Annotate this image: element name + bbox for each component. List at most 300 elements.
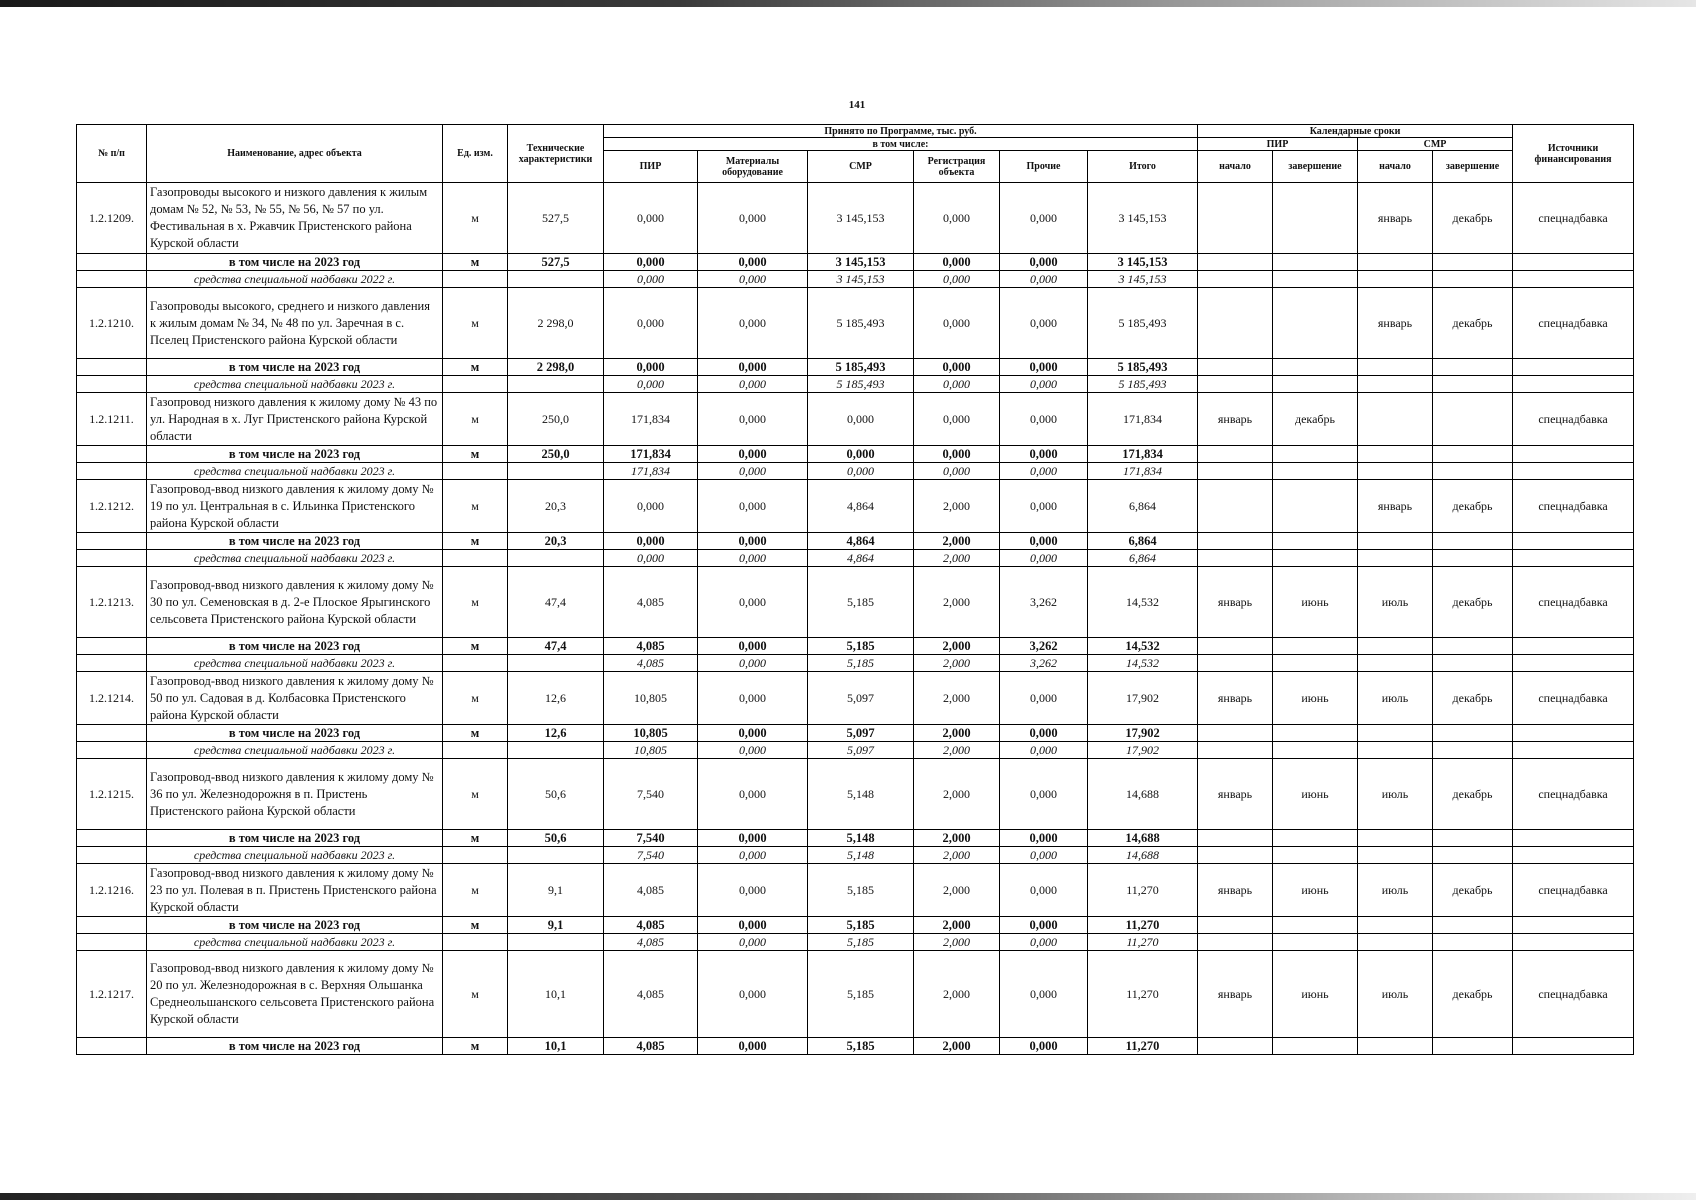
funding-source-value: 0,000 xyxy=(914,376,1000,393)
cell-source: спецнадбавка xyxy=(1513,759,1634,830)
subtotal-label: в том числе на 2023 год xyxy=(147,254,443,271)
empty-cell xyxy=(77,725,147,742)
cell-smr: 5,185 xyxy=(808,567,914,638)
empty-cell xyxy=(1433,917,1513,934)
header-pir-end: завершение xyxy=(1273,151,1358,183)
table-row xyxy=(77,183,1634,254)
subtotal-value: 0,000 xyxy=(604,359,698,376)
object-name: Газопроводы высокого, среднего и низкого давления к жилым домам № 34, № 48 по ул. Заречная в с. Пселец Пристенского района Курской области xyxy=(147,288,443,359)
header-smr-end: завершение xyxy=(1433,151,1513,183)
funding-source-label: средства специальной надбавки 2022 г. xyxy=(147,271,443,288)
row-number: 1.2.1214. xyxy=(77,672,147,725)
subtotal-value: 171,834 xyxy=(604,446,698,463)
cell-pir: 0,000 xyxy=(604,288,698,359)
subtotal-row xyxy=(77,359,1634,376)
empty-cell xyxy=(1513,917,1634,934)
table-row xyxy=(77,567,1634,638)
cell-smr-start: июль xyxy=(1358,567,1433,638)
empty-cell xyxy=(1433,638,1513,655)
funding-source-value: 0,000 xyxy=(604,271,698,288)
cell-smr: 5 185,493 xyxy=(808,288,914,359)
subtotal-unit: м xyxy=(443,830,508,847)
empty-cell xyxy=(1273,934,1358,951)
subtotal-value: 0,000 xyxy=(1000,254,1088,271)
empty-cell xyxy=(77,742,147,759)
cell-reg: 0,000 xyxy=(914,393,1000,446)
header-no: № п/п xyxy=(77,125,147,183)
cell-mat: 0,000 xyxy=(698,480,808,533)
funding-source-value: 0,000 xyxy=(698,655,808,672)
header-total: Итого xyxy=(1088,151,1198,183)
empty-cell xyxy=(1273,359,1358,376)
empty-cell xyxy=(1198,847,1273,864)
subtotal-label: в том числе на 2023 год xyxy=(147,638,443,655)
empty-cell xyxy=(1433,271,1513,288)
cell-other: 0,000 xyxy=(1000,759,1088,830)
header-unit: Ед. изм. xyxy=(443,125,508,183)
header-smr: СМР xyxy=(808,151,914,183)
empty-cell xyxy=(1433,463,1513,480)
subtotal-value: 2,000 xyxy=(914,638,1000,655)
tech-cell: 250,0 xyxy=(508,393,604,446)
funding-source-row xyxy=(77,376,1634,393)
funding-source-value: 11,270 xyxy=(1088,934,1198,951)
subtotal-tech: 2 298,0 xyxy=(508,359,604,376)
cell-total: 14,532 xyxy=(1088,567,1198,638)
subtotal-value: 0,000 xyxy=(698,446,808,463)
empty-cell xyxy=(1198,446,1273,463)
funding-source-value: 4,864 xyxy=(808,550,914,567)
table-header xyxy=(77,125,1634,183)
subtotal-label: в том числе на 2023 год xyxy=(147,917,443,934)
cell-pir-end: декабрь xyxy=(1273,393,1358,446)
cell-other: 0,000 xyxy=(1000,480,1088,533)
subtotal-value: 3,262 xyxy=(1000,638,1088,655)
subtotal-value: 0,000 xyxy=(1000,725,1088,742)
funding-source-label: средства специальной надбавки 2023 г. xyxy=(147,847,443,864)
subtotal-value: 0,000 xyxy=(808,446,914,463)
cell-smr: 4,864 xyxy=(808,480,914,533)
subtotal-value: 5 185,493 xyxy=(808,359,914,376)
cell-source: спецнадбавка xyxy=(1513,288,1634,359)
empty-cell xyxy=(1433,254,1513,271)
subtotal-unit: м xyxy=(443,638,508,655)
cell-other: 0,000 xyxy=(1000,288,1088,359)
empty-cell xyxy=(443,550,508,567)
empty-cell xyxy=(1273,463,1358,480)
cell-other: 0,000 xyxy=(1000,393,1088,446)
cell-smr-start: июль xyxy=(1358,951,1433,1038)
empty-cell xyxy=(1433,934,1513,951)
subtotal-value: 171,834 xyxy=(1088,446,1198,463)
funding-source-row xyxy=(77,655,1634,672)
empty-cell xyxy=(77,847,147,864)
cell-reg: 0,000 xyxy=(914,183,1000,254)
subtotal-value: 4,085 xyxy=(604,917,698,934)
table-row xyxy=(77,393,1634,446)
unit-cell: м xyxy=(443,480,508,533)
header-accepted: Принято по Программе, тыс. руб. xyxy=(604,125,1198,138)
subtotal-value: 5,097 xyxy=(808,725,914,742)
tech-cell: 10,1 xyxy=(508,951,604,1038)
funding-source-value: 5 185,493 xyxy=(1088,376,1198,393)
empty-cell xyxy=(1358,934,1433,951)
empty-cell xyxy=(77,359,147,376)
subtotal-value: 0,000 xyxy=(698,725,808,742)
cell-smr-start xyxy=(1358,393,1433,446)
empty-cell xyxy=(443,271,508,288)
empty-cell xyxy=(1358,742,1433,759)
subtotal-value: 0,000 xyxy=(698,638,808,655)
cell-total: 5 185,493 xyxy=(1088,288,1198,359)
cell-other: 0,000 xyxy=(1000,672,1088,725)
funding-source-label: средства специальной надбавки 2023 г. xyxy=(147,376,443,393)
empty-cell xyxy=(77,463,147,480)
funding-source-label: средства специальной надбавки 2023 г. xyxy=(147,742,443,759)
subtotal-value: 0,000 xyxy=(914,446,1000,463)
empty-cell xyxy=(1358,446,1433,463)
cell-smr-start: январь xyxy=(1358,183,1433,254)
cell-reg: 2,000 xyxy=(914,951,1000,1038)
funding-source-value: 0,000 xyxy=(698,934,808,951)
header-cal-smr: СМР xyxy=(1358,138,1513,151)
empty-cell xyxy=(1358,830,1433,847)
cell-pir: 0,000 xyxy=(604,480,698,533)
subtotal-value: 0,000 xyxy=(1000,446,1088,463)
subtotal-tech: 10,1 xyxy=(508,1038,604,1055)
empty-cell xyxy=(1273,446,1358,463)
funding-source-value: 171,834 xyxy=(604,463,698,480)
empty-cell xyxy=(1433,359,1513,376)
cell-reg: 2,000 xyxy=(914,480,1000,533)
header-materials: Материалы оборудование xyxy=(698,151,808,183)
empty-cell xyxy=(443,376,508,393)
subtotal-value: 2,000 xyxy=(914,1038,1000,1055)
scan-edge-top xyxy=(0,0,1696,7)
object-name: Газопровод-ввод низкого давления к жилому дому № 50 по ул. Садовая в д. Колбасовка Пристенского района Курской области xyxy=(147,672,443,725)
header-calendar: Календарные сроки xyxy=(1198,125,1513,138)
empty-cell xyxy=(1198,254,1273,271)
empty-cell xyxy=(1273,655,1358,672)
cell-smr: 5,148 xyxy=(808,759,914,830)
cell-smr-end: декабрь xyxy=(1433,567,1513,638)
empty-cell xyxy=(1358,271,1433,288)
subtotal-tech: 250,0 xyxy=(508,446,604,463)
empty-cell xyxy=(1198,830,1273,847)
subtotal-value: 5 185,493 xyxy=(1088,359,1198,376)
cell-reg: 2,000 xyxy=(914,567,1000,638)
empty-cell xyxy=(1433,550,1513,567)
subtotal-unit: м xyxy=(443,254,508,271)
empty-cell xyxy=(1513,254,1634,271)
funding-source-value: 0,000 xyxy=(1000,463,1088,480)
subtotal-label: в том числе на 2023 год xyxy=(147,1038,443,1055)
empty-cell xyxy=(77,934,147,951)
empty-cell xyxy=(443,463,508,480)
table-row xyxy=(77,288,1634,359)
empty-cell xyxy=(1433,376,1513,393)
empty-cell xyxy=(1513,725,1634,742)
cell-pir-start xyxy=(1198,480,1273,533)
empty-cell xyxy=(1198,1038,1273,1055)
subtotal-value: 17,902 xyxy=(1088,725,1198,742)
funding-source-value: 3 145,153 xyxy=(1088,271,1198,288)
cell-mat: 0,000 xyxy=(698,951,808,1038)
subtotal-label: в том числе на 2023 год xyxy=(147,446,443,463)
subtotal-row xyxy=(77,1038,1634,1055)
funding-source-value: 3 145,153 xyxy=(808,271,914,288)
cell-smr-end: декабрь xyxy=(1433,951,1513,1038)
subtotal-row xyxy=(77,917,1634,934)
cell-smr-start: январь xyxy=(1358,288,1433,359)
empty-cell xyxy=(1273,830,1358,847)
funding-source-value: 2,000 xyxy=(914,655,1000,672)
empty-cell xyxy=(1198,376,1273,393)
subtotal-value: 0,000 xyxy=(1000,1038,1088,1055)
subtotal-value: 2,000 xyxy=(914,917,1000,934)
funding-source-row xyxy=(77,271,1634,288)
empty-cell xyxy=(508,376,604,393)
row-number: 1.2.1216. xyxy=(77,864,147,917)
subtotal-tech: 527,5 xyxy=(508,254,604,271)
subtotal-value: 3 145,153 xyxy=(808,254,914,271)
cell-source: спецнадбавка xyxy=(1513,393,1634,446)
empty-cell xyxy=(1273,638,1358,655)
cell-smr-end xyxy=(1433,393,1513,446)
subtotal-value: 5,185 xyxy=(808,1038,914,1055)
empty-cell xyxy=(1433,655,1513,672)
funding-source-value: 2,000 xyxy=(914,934,1000,951)
subtotal-value: 6,864 xyxy=(1088,533,1198,550)
tech-cell: 527,5 xyxy=(508,183,604,254)
funding-source-value: 0,000 xyxy=(914,463,1000,480)
tech-cell: 2 298,0 xyxy=(508,288,604,359)
cell-source: спецнадбавка xyxy=(1513,480,1634,533)
empty-cell xyxy=(1358,359,1433,376)
header-tech: Технические характеристики xyxy=(508,125,604,183)
empty-cell xyxy=(1198,550,1273,567)
funding-source-value: 5,185 xyxy=(808,934,914,951)
subtotal-value: 3 145,153 xyxy=(1088,254,1198,271)
table-row xyxy=(77,480,1634,533)
empty-cell xyxy=(1358,463,1433,480)
subtotal-label: в том числе на 2023 год xyxy=(147,830,443,847)
funding-source-value: 2,000 xyxy=(914,742,1000,759)
funding-source-label: средства специальной надбавки 2023 г. xyxy=(147,655,443,672)
tech-cell: 47,4 xyxy=(508,567,604,638)
subtotal-row xyxy=(77,830,1634,847)
empty-cell xyxy=(77,638,147,655)
empty-cell xyxy=(77,446,147,463)
empty-cell xyxy=(1358,638,1433,655)
row-number: 1.2.1210. xyxy=(77,288,147,359)
funding-source-value: 10,805 xyxy=(604,742,698,759)
table-row xyxy=(77,864,1634,917)
table-row xyxy=(77,672,1634,725)
cell-pir-start xyxy=(1198,183,1273,254)
cell-pir: 0,000 xyxy=(604,183,698,254)
empty-cell xyxy=(443,934,508,951)
funding-source-value: 5 185,493 xyxy=(808,376,914,393)
funding-source-row xyxy=(77,742,1634,759)
subtotal-value: 0,000 xyxy=(914,254,1000,271)
empty-cell xyxy=(1358,1038,1433,1055)
unit-cell: м xyxy=(443,567,508,638)
cell-smr-end: декабрь xyxy=(1433,183,1513,254)
empty-cell xyxy=(1358,847,1433,864)
funding-source-value: 14,688 xyxy=(1088,847,1198,864)
tech-cell: 12,6 xyxy=(508,672,604,725)
cell-total: 17,902 xyxy=(1088,672,1198,725)
funding-source-row xyxy=(77,847,1634,864)
funding-source-value: 5,185 xyxy=(808,655,914,672)
row-number: 1.2.1215. xyxy=(77,759,147,830)
cell-smr-end: декабрь xyxy=(1433,288,1513,359)
row-number: 1.2.1209. xyxy=(77,183,147,254)
cell-mat: 0,000 xyxy=(698,759,808,830)
cell-pir-end xyxy=(1273,288,1358,359)
funding-source-value: 4,085 xyxy=(604,655,698,672)
subtotal-unit: м xyxy=(443,1038,508,1055)
empty-cell xyxy=(1513,533,1634,550)
empty-cell xyxy=(1358,917,1433,934)
subtotal-value: 2,000 xyxy=(914,533,1000,550)
object-name: Газопровод-ввод низкого давления к жилому дому № 36 по ул. Железнодорожня в п. Пристень Пристенского района Курской области xyxy=(147,759,443,830)
empty-cell xyxy=(1433,830,1513,847)
subtotal-value: 0,000 xyxy=(1000,359,1088,376)
subtotal-label: в том числе на 2023 год xyxy=(147,725,443,742)
empty-cell xyxy=(77,1038,147,1055)
funding-source-value: 2,000 xyxy=(914,550,1000,567)
subtotal-value: 5,148 xyxy=(808,830,914,847)
cell-pir-start: январь xyxy=(1198,759,1273,830)
header-pir: ПИР xyxy=(604,151,698,183)
subtotal-row xyxy=(77,725,1634,742)
subtotal-value: 5,185 xyxy=(808,917,914,934)
funding-source-value: 0,000 xyxy=(1000,742,1088,759)
cell-total: 171,834 xyxy=(1088,393,1198,446)
header-sources: Источники финансирования xyxy=(1513,125,1634,183)
cell-other: 0,000 xyxy=(1000,864,1088,917)
cell-pir: 10,805 xyxy=(604,672,698,725)
cell-pir-end: июнь xyxy=(1273,567,1358,638)
subtotal-value: 0,000 xyxy=(698,830,808,847)
cell-reg: 2,000 xyxy=(914,759,1000,830)
empty-cell xyxy=(1198,359,1273,376)
funding-source-value: 171,834 xyxy=(1088,463,1198,480)
empty-cell xyxy=(1198,917,1273,934)
empty-cell xyxy=(1433,725,1513,742)
row-number: 1.2.1211. xyxy=(77,393,147,446)
empty-cell xyxy=(1513,359,1634,376)
cell-pir-start: январь xyxy=(1198,672,1273,725)
empty-cell xyxy=(1273,917,1358,934)
subtotal-unit: м xyxy=(443,359,508,376)
cell-pir-end xyxy=(1273,183,1358,254)
empty-cell xyxy=(1513,463,1634,480)
funding-source-value: 0,000 xyxy=(1000,376,1088,393)
subtotal-value: 0,000 xyxy=(698,533,808,550)
funding-source-value: 0,000 xyxy=(698,742,808,759)
funding-source-value: 6,864 xyxy=(1088,550,1198,567)
subtotal-unit: м xyxy=(443,446,508,463)
funding-source-row xyxy=(77,550,1634,567)
empty-cell xyxy=(1513,446,1634,463)
unit-cell: м xyxy=(443,288,508,359)
table-row xyxy=(77,759,1634,830)
funding-source-value: 0,000 xyxy=(698,550,808,567)
cell-pir-start: январь xyxy=(1198,951,1273,1038)
subtotal-value: 0,000 xyxy=(698,254,808,271)
empty-cell xyxy=(1358,725,1433,742)
subtotal-unit: м xyxy=(443,533,508,550)
funding-source-value: 2,000 xyxy=(914,847,1000,864)
subtotal-value: 7,540 xyxy=(604,830,698,847)
empty-cell xyxy=(1198,655,1273,672)
funding-source-label: средства специальной надбавки 2023 г. xyxy=(147,463,443,480)
cell-mat: 0,000 xyxy=(698,393,808,446)
subtotal-value: 0,000 xyxy=(1000,533,1088,550)
subtotal-value: 5,185 xyxy=(808,638,914,655)
empty-cell xyxy=(1198,463,1273,480)
subtotal-value: 0,000 xyxy=(604,254,698,271)
scan-edge-bottom xyxy=(0,1193,1696,1200)
empty-cell xyxy=(1358,254,1433,271)
subtotal-value: 0,000 xyxy=(914,359,1000,376)
empty-cell xyxy=(508,847,604,864)
empty-cell xyxy=(508,550,604,567)
object-name: Газопровод-ввод низкого давления к жилому дому № 23 по ул. Полевая в п. Пристень Пристенского района Курской области xyxy=(147,864,443,917)
empty-cell xyxy=(1433,742,1513,759)
funding-source-label: средства специальной надбавки 2023 г. xyxy=(147,550,443,567)
object-name: Газопровод низкого давления к жилому дому № 43 по ул. Народная в х. Луг Пристенского района Курской области xyxy=(147,393,443,446)
empty-cell xyxy=(1198,725,1273,742)
cell-total: 14,688 xyxy=(1088,759,1198,830)
cell-reg: 2,000 xyxy=(914,672,1000,725)
subtotal-tech: 20,3 xyxy=(508,533,604,550)
funding-source-row xyxy=(77,934,1634,951)
unit-cell: м xyxy=(443,183,508,254)
row-number: 1.2.1213. xyxy=(77,567,147,638)
funding-source-value: 0,000 xyxy=(604,376,698,393)
cell-pir: 4,085 xyxy=(604,951,698,1038)
page-number: 141 xyxy=(848,99,866,111)
subtotal-unit: м xyxy=(443,917,508,934)
funding-source-value: 0,000 xyxy=(1000,934,1088,951)
subtotal-value: 0,000 xyxy=(698,1038,808,1055)
subtotal-row xyxy=(77,254,1634,271)
subtotal-value: 0,000 xyxy=(698,359,808,376)
subtotal-value: 11,270 xyxy=(1088,917,1198,934)
empty-cell xyxy=(1513,550,1634,567)
cell-pir: 4,085 xyxy=(604,567,698,638)
empty-cell xyxy=(77,376,147,393)
funding-source-value: 3,262 xyxy=(1000,655,1088,672)
row-number: 1.2.1217. xyxy=(77,951,147,1038)
empty-cell xyxy=(1513,830,1634,847)
empty-cell xyxy=(77,830,147,847)
header-including: в том числе: xyxy=(604,138,1198,151)
empty-cell xyxy=(1273,533,1358,550)
cell-reg: 0,000 xyxy=(914,288,1000,359)
unit-cell: м xyxy=(443,759,508,830)
empty-cell xyxy=(1433,533,1513,550)
empty-cell xyxy=(508,742,604,759)
subtotal-value: 2,000 xyxy=(914,830,1000,847)
cell-pir-end: июнь xyxy=(1273,864,1358,917)
funding-source-value: 17,902 xyxy=(1088,742,1198,759)
empty-cell xyxy=(77,655,147,672)
